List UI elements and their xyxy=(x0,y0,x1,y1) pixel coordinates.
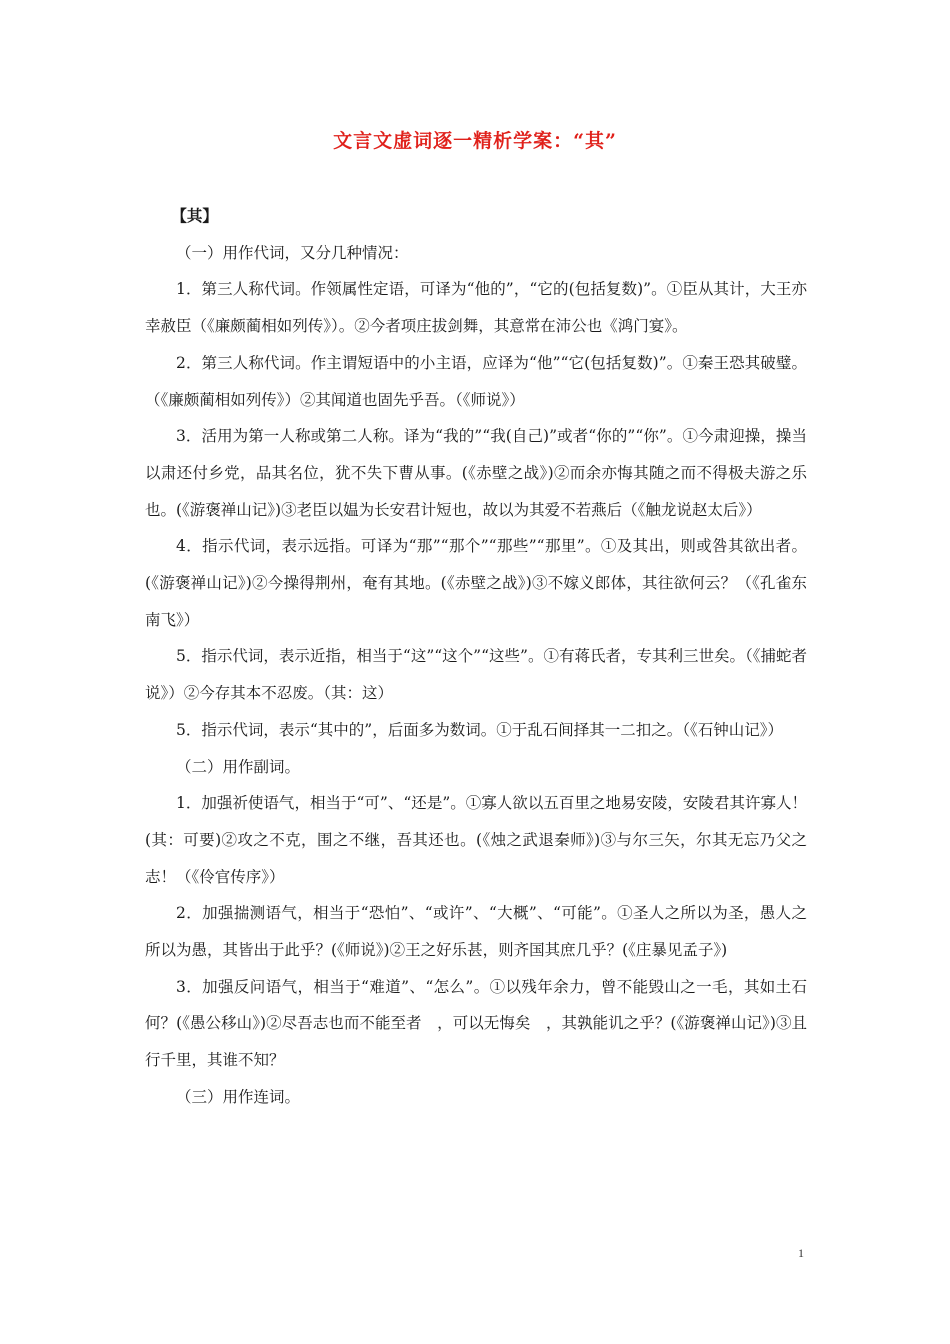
page-number: 1 xyxy=(798,1246,804,1260)
subsection-heading: （一）用作代词，又分几种情况： xyxy=(176,243,409,262)
document-title: 文言文虚词逐一精析学案：“其” xyxy=(333,130,617,152)
section-heading: 【其】 xyxy=(171,206,218,225)
subsection-heading: （三）用作连词。 xyxy=(176,1087,301,1106)
subsection-heading: （二）用作副词。 xyxy=(176,757,301,776)
paragraph: 1．加强祈使语气，相当于“可”、“还是”。①寡人欲以五百里之地易安陵，安陵君其许寡人！(其：可要)②攻之不克，围之不继，吾其还也。(《烛之武退秦师》)③与尔三矢，尔其无忘乃父之志！（《伶官传序》） xyxy=(145,794,807,886)
paragraph: 2．加强揣测语气，相当于“恐怕”、“或许”、“大概”、“可能”。①圣人之所以为圣，愚人之所以为愚，其皆出于此乎？(《师说》)②王之好乐甚，则齐国其庶几乎？(《庄暴见孟子》) xyxy=(145,904,807,960)
paragraph: 3．加强反问语气，相当于“难道”、“怎么”。①以残年余力，曾不能毁山之一毛，其如土石何？(《愚公移山》)②尽吾志也而不能至者 ，可以无悔矣 ，其孰能讥之乎？(《游褒禅山记》)③且行千里，其谁不知？ xyxy=(145,977,807,1070)
paragraph: 5．指示代词，表示近指，相当于“这”“这个”“这些”。①有蒋氏者，专其利三世矣。（《捕蛇者说》）②今存其本不忍废。（其：这） xyxy=(145,647,807,703)
paragraph: 5．指示代词，表示“其中的”，后面多为数词。①于乱石间择其一二扣之。（《石钟山记》） xyxy=(176,720,783,739)
paragraph: 4．指示代词，表示远指。可译为“那”“那个”“那些”“那里”。①及其出，则或咎其欲出者。(《游褒禅山记》)②今操得荆州，奄有其地。(《赤壁之战》)③不嫁义郎体，其往欲何云？（《孔雀东南飞》） xyxy=(145,537,807,629)
document-body xyxy=(145,198,807,1116)
paragraph: 2．第三人称代词。作主谓短语中的小主语，应译为“他”“它(包括复数)”。①秦王恐其破璧。（《廉颇蔺相如列传》）②其闻道也固先乎吾。（《师说》） xyxy=(145,353,807,409)
paragraph: 1．第三人称代词。作领属性定语，可译为“他的”，“它的(包括复数)”。①臣从其计，大王亦幸赦臣（《廉颇蔺相如列传》）。②今者项庄拔剑舞，其意常在沛公也《鸿门宴》。 xyxy=(145,280,807,336)
paragraph: 3．活用为第一人称或第二人称。译为“我的”“我(自己)”或者“你的”“你”。①今肃迎操，操当以肃还付乡党，品其名位，犹不失下曹从事。(《赤壁之战》)②而余亦悔其随之而不得极夫游之乐也。(《游褒禅山记》)③老臣以媪为长安君计短也，故以为其爱不若燕后（《触龙说赵太后》） xyxy=(145,427,807,519)
